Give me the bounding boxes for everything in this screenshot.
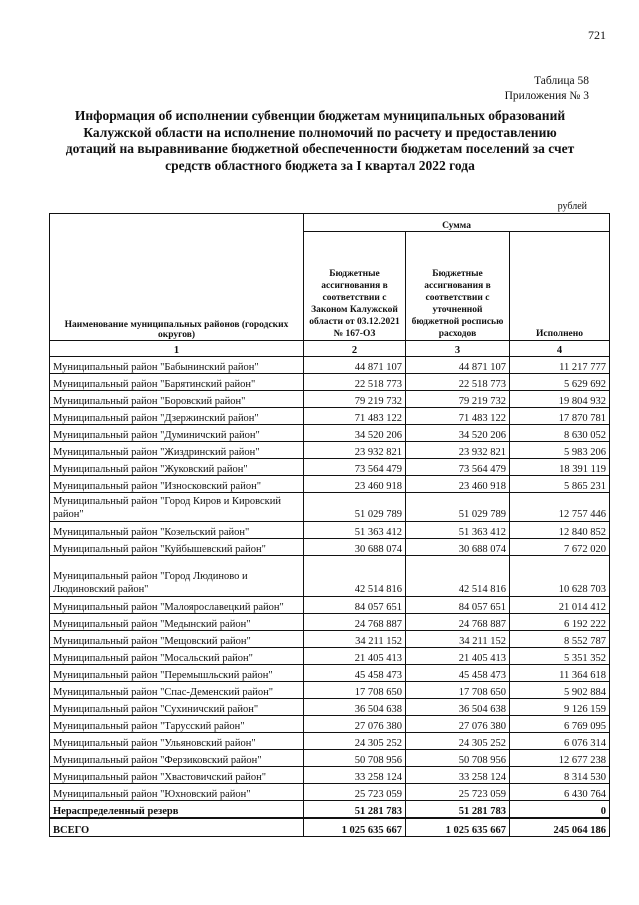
table-row (50, 522, 610, 539)
table-row (50, 425, 610, 442)
district-name: Муниципальный район "Малоярославецкий район" (50, 597, 304, 614)
executed-amount: 6 076 314 (510, 733, 610, 750)
executed-amount: 6 769 095 (510, 716, 610, 733)
law-allocation: 27 076 380 (304, 716, 406, 733)
executed-amount: 12 840 852 (510, 522, 610, 539)
table-row (50, 493, 610, 522)
district-name: Муниципальный район "Мосальский район" (50, 648, 304, 665)
law-allocation: 23 932 821 (304, 442, 406, 459)
table-row (50, 767, 610, 784)
revised-allocation: 25 723 059 (406, 784, 510, 801)
executed-amount: 5 629 692 (510, 374, 610, 391)
district-name: Муниципальный район "Перемышльский район" (50, 665, 304, 682)
subvention-table (49, 213, 610, 837)
district-name: Муниципальный район "Жиздринский район" (50, 442, 304, 459)
revised-allocation: 36 504 638 (406, 699, 510, 716)
table-row (50, 357, 610, 374)
executed-amount: 6 430 764 (510, 784, 610, 801)
district-name: Муниципальный район "Тарусский район" (50, 716, 304, 733)
district-name: Муниципальный район "Юхновский район" (50, 784, 304, 801)
total-revised-allocation: 1 025 635 667 (406, 818, 510, 837)
revised-allocation: 24 768 887 (406, 614, 510, 631)
revised-allocation: 51 363 412 (406, 522, 510, 539)
header-law-allocations: Бюджетные ассигнования в соответствии с Законом Калужской области от 03.12.2021 № 167-ОЗ (304, 232, 406, 341)
total-row (50, 818, 610, 837)
law-allocation: 22 518 773 (304, 374, 406, 391)
table-row (50, 801, 610, 819)
district-name: Муниципальный район "Город Киров и Кировский район" (50, 493, 304, 522)
executed-amount: 5 902 884 (510, 682, 610, 699)
table-row (50, 391, 610, 408)
table-row (50, 631, 610, 648)
law-allocation: 25 723 059 (304, 784, 406, 801)
table-row (50, 614, 610, 631)
district-name: Муниципальный район "Козельский район" (50, 522, 304, 539)
table-row (50, 716, 610, 733)
revised-allocation: 84 057 651 (406, 597, 510, 614)
revised-allocation: 23 932 821 (406, 442, 510, 459)
executed-amount: 19 804 932 (510, 391, 610, 408)
executed-amount: 18 391 119 (510, 459, 610, 476)
revised-allocation: 50 708 956 (406, 750, 510, 767)
executed-amount: 5 351 352 (510, 648, 610, 665)
district-name: Муниципальный район "Спас-Деменский район" (50, 682, 304, 699)
executed-amount: 8 630 052 (510, 425, 610, 442)
table-row (50, 733, 610, 750)
law-allocation: 34 520 206 (304, 425, 406, 442)
revised-allocation: 73 564 479 (406, 459, 510, 476)
executed-amount: 12 757 446 (510, 493, 610, 522)
law-allocation: 24 768 887 (304, 614, 406, 631)
law-allocation: 50 708 956 (304, 750, 406, 767)
revised-allocation: 17 708 650 (406, 682, 510, 699)
executed-amount: 11 217 777 (510, 357, 610, 374)
district-name: Муниципальный район "Ферзиковский район" (50, 750, 304, 767)
table-row (50, 539, 610, 556)
table-row (50, 597, 610, 614)
district-name: Муниципальный район "Бабынинский район" (50, 357, 304, 374)
executed-amount: 17 870 781 (510, 408, 610, 425)
table-row (50, 459, 610, 476)
table-row (50, 665, 610, 682)
district-name: Муниципальный район "Медынский район" (50, 614, 304, 631)
district-name: Муниципальный район "Барятинский район" (50, 374, 304, 391)
district-name: Муниципальный район "Город Людиново и Людиновский район" (50, 556, 304, 597)
law-allocation: 33 258 124 (304, 767, 406, 784)
col-index-1: 1 (50, 341, 304, 357)
revised-allocation: 23 460 918 (406, 476, 510, 493)
col-index-4: 4 (510, 341, 610, 357)
revised-allocation: 51 281 783 (406, 801, 510, 819)
law-allocation: 73 564 479 (304, 459, 406, 476)
executed-amount: 8 314 530 (510, 767, 610, 784)
table-row (50, 699, 610, 716)
revised-allocation: 33 258 124 (406, 767, 510, 784)
executed-amount: 21 014 412 (510, 597, 610, 614)
units-label: рублей (557, 201, 587, 212)
page-number: 721 (588, 28, 606, 42)
revised-allocation: 30 688 074 (406, 539, 510, 556)
district-name: Муниципальный район "Боровский район" (50, 391, 304, 408)
executed-amount: 9 126 159 (510, 699, 610, 716)
district-name: Муниципальный район "Хвастовичский район" (50, 767, 304, 784)
total-executed: 245 064 186 (510, 818, 610, 837)
revised-allocation: 79 219 732 (406, 391, 510, 408)
revised-allocation: 45 458 473 (406, 665, 510, 682)
law-allocation: 30 688 074 (304, 539, 406, 556)
law-allocation: 45 458 473 (304, 665, 406, 682)
revised-allocation: 27 076 380 (406, 716, 510, 733)
table-row (50, 408, 610, 425)
law-allocation: 51 029 789 (304, 493, 406, 522)
revised-allocation: 42 514 816 (406, 556, 510, 597)
revised-allocation: 22 518 773 (406, 374, 510, 391)
document-title: Информация об исполнении субвенции бюджетам муниципальных образований Калужской области на исполнение полномочий по расчету и предоставлению дотаций на выравнивание бюджетной обеспеченности бюджетам поселений за счет средств областного бюджета за I квартал 2022 года (65, 108, 575, 173)
header-sum: Сумма (304, 214, 610, 232)
district-name: Муниципальный район "Жуковский район" (50, 459, 304, 476)
revised-allocation: 34 520 206 (406, 425, 510, 442)
total-law-allocation: 1 025 635 667 (304, 818, 406, 837)
table-row (50, 648, 610, 665)
revised-allocation: 24 305 252 (406, 733, 510, 750)
executed-amount: 6 192 222 (510, 614, 610, 631)
header-executed: Исполнено (510, 232, 610, 341)
col-index-2: 2 (304, 341, 406, 357)
revised-allocation: 44 871 107 (406, 357, 510, 374)
appendix-number: Приложения № 3 (504, 90, 589, 102)
law-allocation: 51 363 412 (304, 522, 406, 539)
table-number: Таблица 58 (534, 75, 589, 87)
law-allocation: 24 305 252 (304, 733, 406, 750)
executed-amount: 0 (510, 801, 610, 819)
district-name: Муниципальный район "Износковский район" (50, 476, 304, 493)
table-row (50, 682, 610, 699)
district-name: Нераспределенный резерв (50, 801, 304, 819)
law-allocation: 23 460 918 (304, 476, 406, 493)
executed-amount: 12 677 238 (510, 750, 610, 767)
law-allocation: 79 219 732 (304, 391, 406, 408)
law-allocation: 36 504 638 (304, 699, 406, 716)
table-row (50, 784, 610, 801)
law-allocation: 42 514 816 (304, 556, 406, 597)
law-allocation: 71 483 122 (304, 408, 406, 425)
table-reference (505, 74, 589, 104)
law-allocation: 17 708 650 (304, 682, 406, 699)
executed-amount: 7 672 020 (510, 539, 610, 556)
executed-amount: 5 983 206 (510, 442, 610, 459)
district-name: Муниципальный район "Дзержинский район" (50, 408, 304, 425)
district-name: Муниципальный район "Мещовский район" (50, 631, 304, 648)
header-revised-allocations: Бюджетные ассигнования в соответствии с уточненной бюджетной росписью расходов (406, 232, 510, 341)
col-index-3: 3 (406, 341, 510, 357)
law-allocation: 51 281 783 (304, 801, 406, 819)
executed-amount: 11 364 618 (510, 665, 610, 682)
executed-amount: 8 552 787 (510, 631, 610, 648)
revised-allocation: 71 483 122 (406, 408, 510, 425)
district-name: Муниципальный район "Ульяновский район" (50, 733, 304, 750)
table-row (50, 476, 610, 493)
law-allocation: 21 405 413 (304, 648, 406, 665)
executed-amount: 5 865 231 (510, 476, 610, 493)
table-row (50, 556, 610, 597)
district-name: Муниципальный район "Думиничский район" (50, 425, 304, 442)
table-row (50, 750, 610, 767)
district-name: Муниципальный район "Сухиничский район" (50, 699, 304, 716)
header-name: Наименование муниципальных районов (городских округов) (50, 214, 304, 341)
revised-allocation: 34 211 152 (406, 631, 510, 648)
table-row (50, 374, 610, 391)
revised-allocation: 51 029 789 (406, 493, 510, 522)
law-allocation: 34 211 152 (304, 631, 406, 648)
table-row (50, 442, 610, 459)
executed-amount: 10 628 703 (510, 556, 610, 597)
district-name: Муниципальный район "Куйбышевский район" (50, 539, 304, 556)
law-allocation: 84 057 651 (304, 597, 406, 614)
revised-allocation: 21 405 413 (406, 648, 510, 665)
law-allocation: 44 871 107 (304, 357, 406, 374)
total-label: ВСЕГО (50, 818, 304, 837)
